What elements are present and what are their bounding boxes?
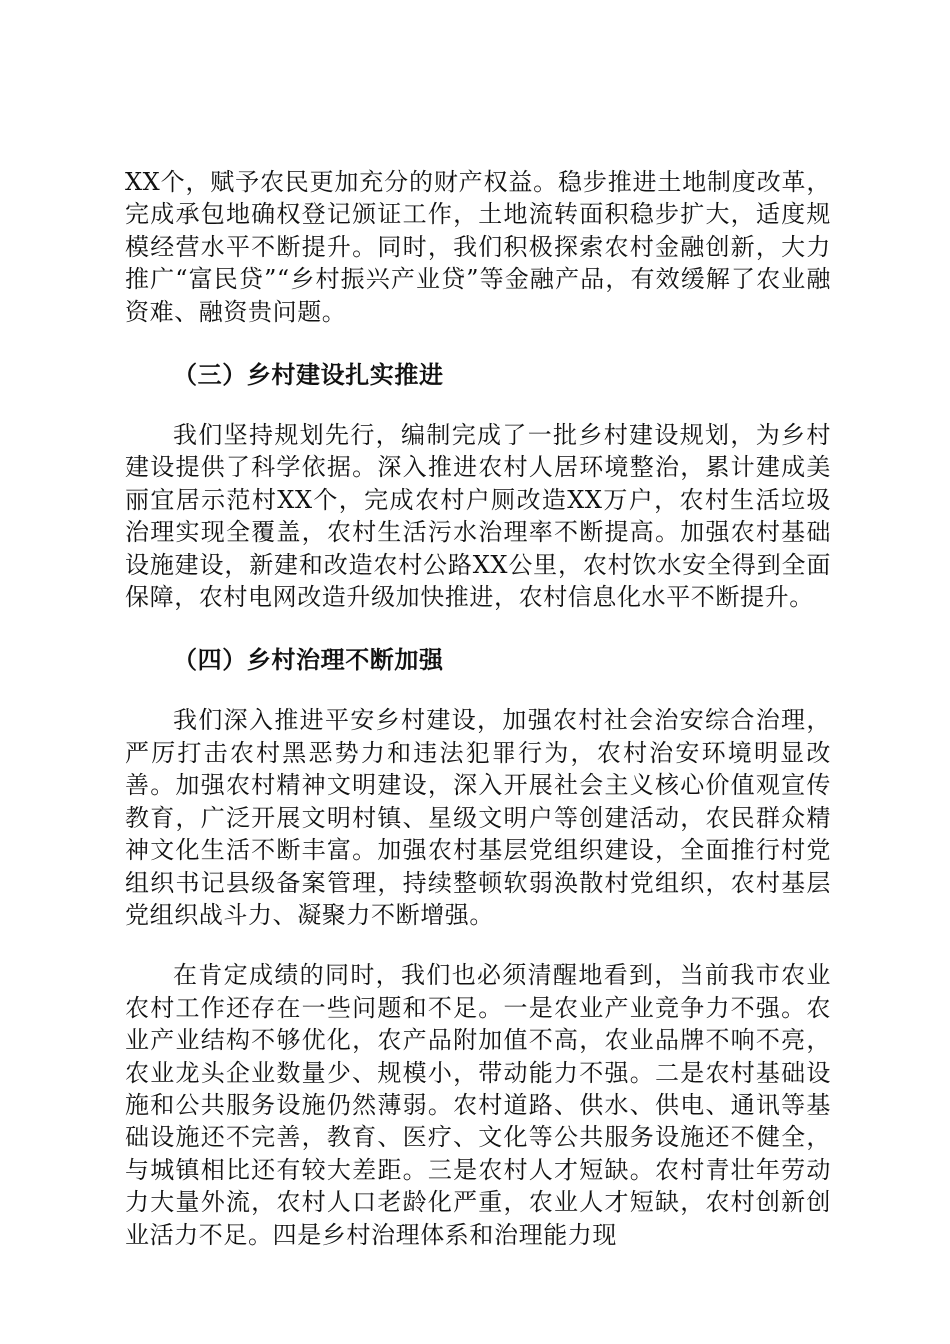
paragraph-rural-construction: 我们坚持规划先行，编制完成了一批乡村建设规划，为乡村建设提供了科学依据。深入推进农村人居环境整治，累计建成美丽宜居示范村XX个，完成农村户厕改造XX万户，农村生活垃圾治理实现全覆盖，农村生活污水治理率不断提高。加强农村基础设施建设，新建和改造农村公路XX公里，农村饮水安全得到全面保障，农村电网改造升级加快推进，农村信息化水平不断提升。 [125,421,831,612]
paragraph-property-rights: XX个，赋予农民更加充分的财产权益。稳步推进土地制度改革，完成承包地确权登记颁证工作，土地流转面积稳步扩大，适度规模经营水平不断提升。同时，我们积极探索农村金融创新，大力推广“富民贷”“乡村振兴产业贷”等金融产品，有效缓解了农业融资难、融资贵问题。 [125,168,831,326]
paragraph-problems: 在肯定成绩的同时，我们也必须清醒地看到，当前我市农业农村工作还存在一些问题和不足。一是农业产业竞争力不强。农业产业结构不够优化，农产品附加值不高，农业品牌不响不亮，农业龙头企业数量少、规模小，带动能力不强。二是农村基础设施和公共服务设施仍然薄弱。农村道路、供水、供电、通讯等基础设施还不完善，教育、医疗、文化等公共服务设施还不健全，与城镇相比还有较大差距。三是农村人才短缺。农村青壮年劳动力大量外流，农村人口老龄化严重，农业人才短缺，农村创新创业活力不足。四是乡村治理体系和治理能力现 [125,961,831,1249]
document-page [125,166,831,1251]
section-heading-rural-governance: （四）乡村治理不断加强 [173,645,444,675]
paragraph-rural-governance: 我们深入推进平安乡村建设，加强农村社会治安综合治理，严厉打击农村黑恶势力和违法犯罪行为，农村治安环境明显改善。加强农村精神文明建设，深入开展社会主义核心价值观宣传教育，广泛开展文明村镇、星级文明户等创建活动，农民群众精神文化生活不断丰富。加强农村基层党组织建设，全面推行村党组织书记县级备案管理，持续整顿软弱涣散村党组织，农村基层党组织战斗力、凝聚力不断增强。 [125,706,831,929]
section-heading-rural-construction: （三）乡村建设扎实推进 [173,360,444,390]
